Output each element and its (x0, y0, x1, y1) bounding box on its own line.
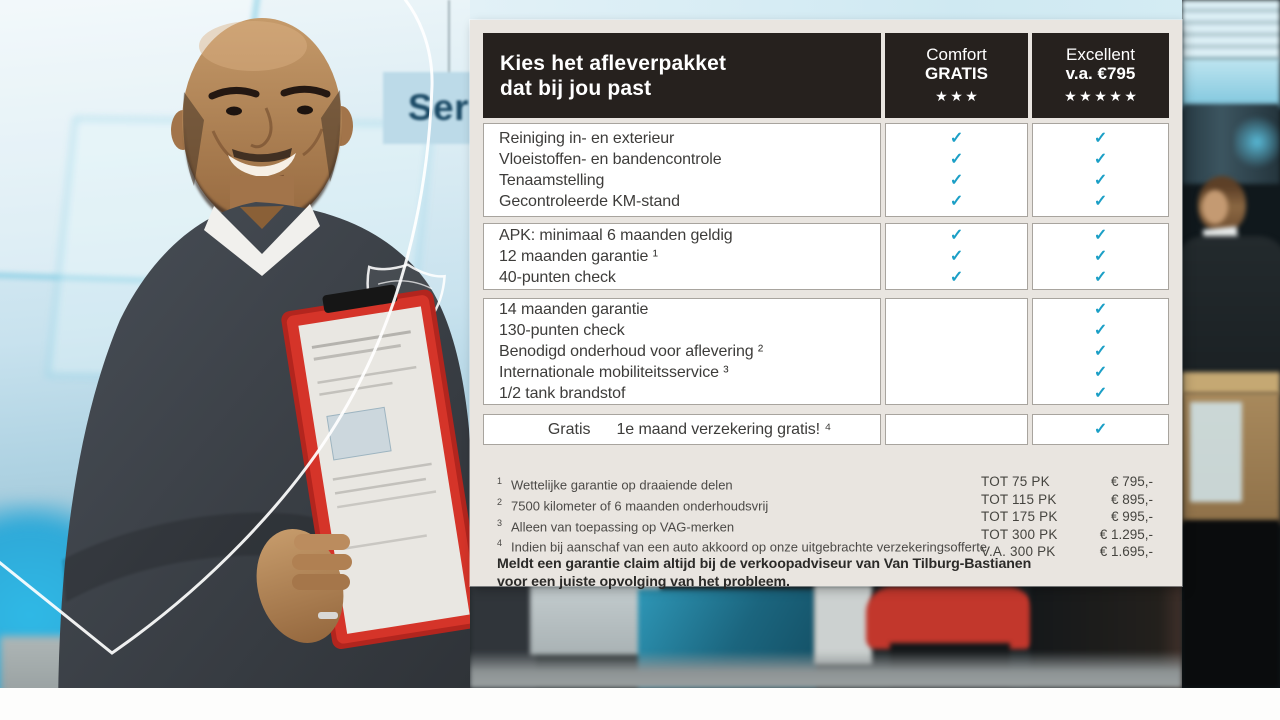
footnote (497, 515, 1002, 536)
check-icon: ✓ (1093, 269, 1108, 286)
power-range: TOT 300 PK (981, 526, 1058, 542)
floor (470, 651, 1182, 688)
footnote-marker: 3 (497, 517, 503, 528)
comfort-column-header (885, 33, 1028, 118)
gratis-label-cell (483, 414, 881, 445)
feature-labels (483, 223, 881, 290)
red-chair (866, 587, 1034, 649)
check-icon: ✓ (949, 248, 964, 265)
excellent-price-list (981, 473, 1153, 561)
footnote (497, 494, 1002, 515)
feature-label: Gecontroleerde KM-stand (499, 193, 680, 210)
feature-labels (483, 123, 881, 217)
service-sign-text: Ser (407, 87, 469, 128)
check-icon: ✓ (1093, 172, 1108, 189)
price-row (981, 526, 1153, 544)
check-icon: ✓ (949, 227, 964, 244)
excellent-price: v.a. €795 (1065, 64, 1136, 83)
price: € 1.695,- (1099, 544, 1153, 559)
footnote-text: Indien bij aanschaf van een auto akkoord op onze uitgebrachte verzekeringsofferte (511, 539, 988, 555)
panel-title-line1: Kies het afleverpakket (500, 51, 727, 75)
salesman-photo (0, 0, 470, 720)
feature-label: 130-punten check (499, 322, 625, 339)
price: € 795,- (1110, 474, 1153, 489)
price-row (981, 491, 1153, 509)
package-comparison-panel (470, 20, 1182, 590)
second-person-suit (1182, 236, 1280, 386)
check-icon: ✓ (1093, 130, 1108, 147)
showroom-ceiling-strip (470, 0, 1280, 22)
excellent-name: Excellent (1066, 45, 1135, 64)
ceiling-slats (1182, 0, 1280, 60)
price: € 895,- (1110, 491, 1153, 507)
check-icon: ✓ (1093, 364, 1108, 381)
check-icon: ✓ (1093, 301, 1108, 318)
price: € 1.295,- (1099, 526, 1153, 542)
comfort-checks (885, 223, 1028, 290)
table-section-apk (483, 223, 1169, 290)
showroom-photo (0, 0, 470, 720)
power-range: V.A. 300 PK (981, 544, 1056, 559)
check-icon: ✓ (949, 130, 964, 147)
power-range: TOT 175 PK (981, 509, 1058, 524)
footer-strip (0, 688, 1280, 720)
check-icon: ✓ (1093, 151, 1108, 168)
price-row (981, 473, 1153, 491)
showroom-bottom-photo (470, 585, 1182, 688)
gratis-prefix: Gratis (547, 420, 591, 438)
check-icon: ✓ (949, 193, 964, 210)
feature-label: APK: minimaal 6 maanden geldig (499, 227, 733, 244)
comfort-checks (885, 123, 1028, 217)
warranty-claim-notice: Meldt een garantie claim altijd bij de verkoopadviseur van Van Tilburg-Bastianen voor een juiste opvolging van het probleem. (497, 556, 1032, 590)
feature-label: 12 maanden garantie ¹ (499, 248, 658, 265)
feature-label: 14 maanden garantie (499, 301, 649, 318)
feature-label: Reiniging in- en exterieur (499, 130, 675, 147)
ring (318, 612, 338, 619)
footnote-marker: 1 (497, 476, 503, 486)
showroom-right-photo (1182, 0, 1280, 688)
excellent-checks (1032, 298, 1169, 405)
comfort-price: GRATIS (925, 64, 988, 83)
feature-label: Benodigd onderhoud voor aflevering ² (499, 343, 764, 360)
check-icon: ✓ (1093, 421, 1108, 438)
footnote-text: Wettelijke garantie op draaiende delen (511, 477, 733, 493)
excellent-checks (1032, 223, 1169, 290)
check-icon: ✓ (1093, 193, 1108, 210)
table-header (483, 33, 1169, 118)
excellent-stars-icon: ★★★★★ (1064, 88, 1140, 104)
check-icon: ✓ (1093, 385, 1108, 402)
panel-title (483, 33, 881, 118)
panel-title-line2: dat bij jou past (500, 76, 652, 100)
excellent-checks (1032, 414, 1169, 445)
footnote-marker: 2 (497, 496, 503, 507)
feature-label: Internationale mobiliteitsservice ³ (499, 364, 729, 381)
footnote (497, 473, 1002, 494)
check-icon: ✓ (1093, 227, 1108, 244)
window-glow (1234, 112, 1280, 172)
gratis-text: 1e maand verzekering gratis! ⁴ (616, 421, 832, 438)
feature-label: Vloeistoffen- en bandencontrole (499, 151, 722, 168)
feature-label: 1/2 tank brandstof (499, 385, 626, 402)
power-range: TOT 75 PK (981, 474, 1050, 489)
comfort-name: Comfort (926, 45, 987, 64)
reception-desk-top (1182, 372, 1280, 394)
footnote-marker: 4 (497, 538, 503, 549)
check-icon: ✓ (949, 151, 964, 168)
desk-screen-glare (1190, 402, 1242, 502)
check-icon: ✓ (1093, 343, 1108, 360)
comfort-stars-icon: ★★★ (935, 88, 981, 104)
table-section-basics (483, 123, 1169, 217)
feature-label: 40-punten check (499, 269, 616, 286)
table-section-excellent-extras (483, 298, 1169, 405)
feature-label: Tenaamstelling (499, 172, 605, 189)
power-range: TOT 115 PK (981, 491, 1057, 507)
footnote (497, 535, 1002, 556)
feature-labels (483, 298, 881, 405)
comfort-checks (885, 298, 1028, 405)
ceiling-band (1182, 58, 1280, 108)
price: € 995,- (1110, 509, 1153, 524)
excellent-column-header (1032, 33, 1169, 118)
check-icon: ✓ (1093, 322, 1108, 339)
gratis-row (483, 414, 1169, 445)
second-person-face (1202, 190, 1228, 224)
check-icon: ✓ (949, 172, 964, 189)
check-icon: ✓ (1093, 248, 1108, 265)
excellent-checks (1032, 123, 1169, 217)
floor-shadow (1182, 520, 1280, 688)
comfort-checks (885, 414, 1028, 445)
footnotes (497, 473, 1002, 556)
check-icon: ✓ (949, 269, 964, 286)
footnote-text: 7500 kilometer of 6 maanden onderhoudsvrij (511, 498, 769, 514)
price-row (981, 508, 1153, 526)
footnote-text: Alleen van toepassing op VAG-merken (511, 518, 735, 534)
